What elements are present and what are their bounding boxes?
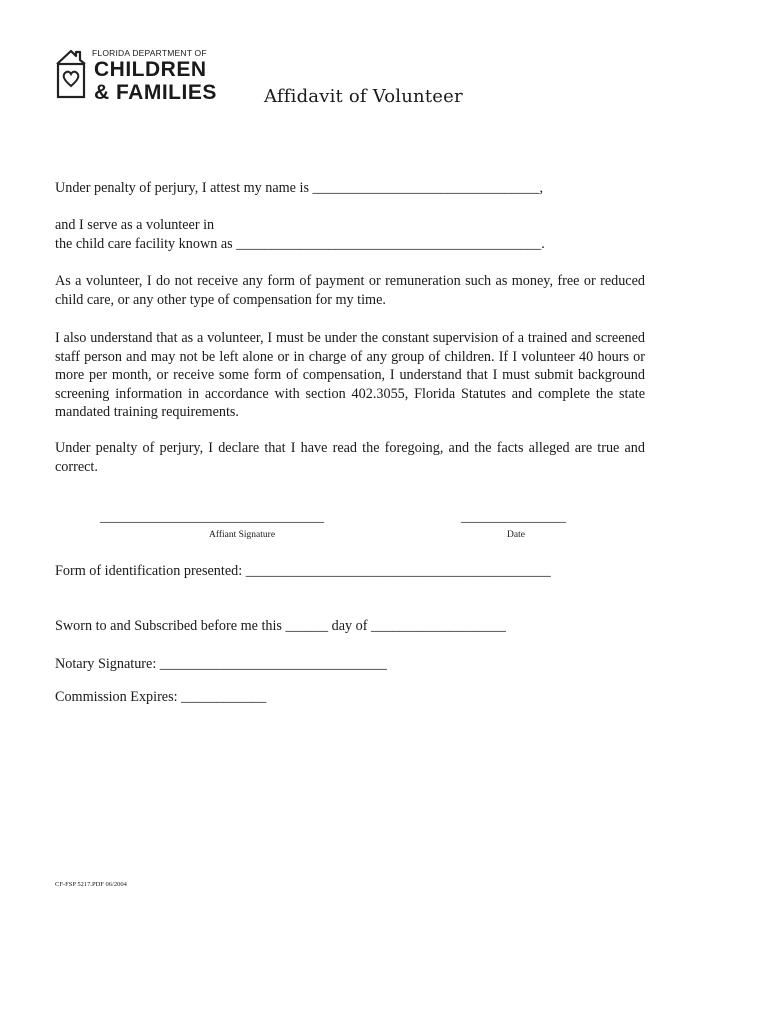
affiant-signature-line: ________________________________ [100,510,324,525]
facility-line: the child care facility known as ___________________________________________. [55,236,545,252]
form-code: CF-FSP 5217.PDF 06/2004 [55,881,127,888]
date-line: _______________ [461,510,566,525]
date-label: Date [507,530,525,540]
supervision-paragraph: I also understand that as a volunteer, I must be under the constant supervision of a trained and screened staff person and may not be left alone or in charge of any group of children. If I volunteer 40 hours or more per month, or receive some form of compensation, I understand that I must submit background screening information in accordance with section 402.3055, Florida Statutes and complete the state mandated training requirements. [55,330,645,420]
volunteer-line: and I serve as a volunteer in [55,217,215,233]
logo-children-text: CHILDREN [94,58,207,81]
sworn-line: Sworn to and Subscribed before me this ______ day of ___________________ [55,618,506,634]
declaration-paragraph: Under penalty of perjury, I declare that I have read the foregoing, and the facts alleged are true and correct. [55,440,645,475]
commission-expires-line: Commission Expires: ____________ [55,689,267,705]
name-attestation-line: Under penalty of perjury, I attest my name is ________________________________, [55,180,544,196]
house-heart-icon [54,46,92,104]
identification-line: Form of identification presented: ___________________________________________ [55,563,551,579]
document-title: Affidavit of Volunteer [264,86,463,107]
logo-families-text: & FAMILIES [94,81,217,104]
dcf-logo [54,46,224,104]
payment-paragraph: As a volunteer, I do not receive any form of payment or remuneration such as money, free or reduced child care, or any other type of compensation for my time. [55,273,645,308]
notary-signature-line: Notary Signature: ________________________________ [55,656,387,672]
affiant-signature-label: Affiant Signature [209,530,276,540]
logo-department-text: FLORIDA DEPARTMENT OF [92,48,207,58]
